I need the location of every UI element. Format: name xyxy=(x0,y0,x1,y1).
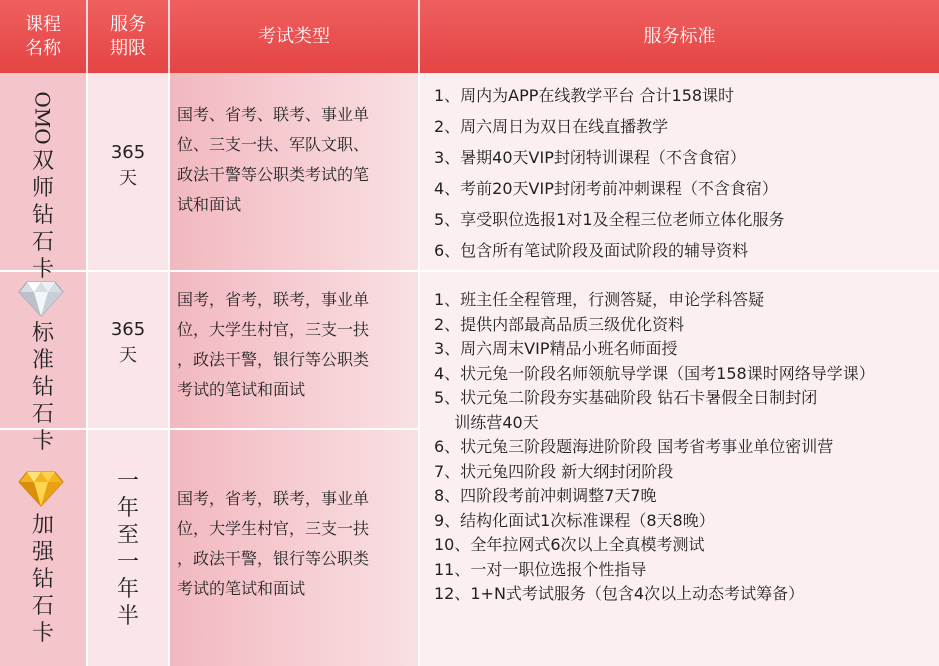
gold-gem-icon xyxy=(18,468,64,508)
service-item: 3、暑期40天VIP封闭特训课程（不含食宿） xyxy=(434,148,746,167)
diamond-icon xyxy=(18,278,64,318)
header-service-period xyxy=(88,0,168,73)
shared-service-list xyxy=(434,288,934,607)
service-item: 4、状元兔一阶段名师领航导学课（国考158课时网络导学课） xyxy=(434,363,875,383)
divider xyxy=(86,73,88,666)
row3-course-name: 加 强 钻 石 卡 xyxy=(31,513,54,646)
service-item: 5、享受职位选报1对1及全程三位老师立体化服务 xyxy=(434,210,785,229)
service-item: 2、周六周日为双日在线直播教学 xyxy=(434,117,669,136)
service-item: 1、周内为APP在线教学平台 合计158课时 xyxy=(434,86,735,105)
header-exam-type: 考试类型 xyxy=(170,0,418,73)
header-course-name-line2: 名称 xyxy=(25,37,61,59)
divider xyxy=(418,73,420,666)
header-service-standard: 服务标准 xyxy=(420,0,939,73)
row3-period: 一 年 至 一 年 半 xyxy=(116,469,139,629)
service-item: 8、四阶段考前冲刺调整7天7晚 xyxy=(434,486,657,505)
service-item: 6、状元兔三阶段题海进阶阶段 国考省考事业单位密训营 xyxy=(434,437,834,456)
divider xyxy=(168,73,170,666)
service-item: 12、1+N式考试服务（包含4次以上动态考试筹备） xyxy=(434,584,805,603)
divider xyxy=(0,270,939,272)
row1-exam-types: 国考、省考、联考、事业单 位、三支一扶、军队文职、 政法干警等公职类考试的笔 试和面试 xyxy=(177,105,370,214)
row3-exam-types: 国考，省考，联考，事业单 位，大学生村官，三支一扶 ，政法干警，银行等公职类 考试的笔试和面试 xyxy=(177,489,370,598)
service-item: 10、全年拉网式6次以上全真模考测试 xyxy=(434,535,705,554)
row1-period: 365 天 xyxy=(110,142,146,189)
row1-name-prefix: OMO xyxy=(31,91,55,145)
service-item: 9、结构化面试1次标准课程（8天8晚） xyxy=(434,510,715,530)
header-course-name xyxy=(0,0,86,73)
service-item: 2、提供内部最高品质三级优化资料 xyxy=(434,314,685,334)
header-service-period-line1: 服务 xyxy=(110,13,146,35)
service-item: 5、状元兔二阶段夯实基础阶段 钻石卡暑假全日制封闭 xyxy=(434,388,818,407)
row2-exam-types: 国考，省考，联考，事业单 位，大学生村官，三支一扶 ，政法干警，银行等公职类 考试的笔试和面试 xyxy=(177,290,370,399)
service-item: 3、周六周末VIP精品小班名师面授 xyxy=(434,339,678,358)
row1-course-name: 双 师 钻 石 卡 xyxy=(31,149,54,282)
service-item: 11、一对一职位选报个性指导 xyxy=(434,559,647,579)
row1-service-list xyxy=(434,80,934,266)
service-item: 1、班主任全程管理，行测答疑，申论学科答疑 xyxy=(434,290,765,309)
row2-period: 365 天 xyxy=(110,319,146,366)
service-item: 4、考前20天VIP封闭考前冲刺课程（不含食宿） xyxy=(434,179,778,198)
service-item: 训练营40天 xyxy=(434,412,539,432)
row2-course-name: 标 准 钻 石 卡 xyxy=(31,321,54,454)
service-item: 6、包含所有笔试阶段及面试阶段的辅导资料 xyxy=(434,241,749,260)
header-course-name-line1: 课程 xyxy=(25,13,61,35)
service-item: 7、状元兔四阶段 新大纲封闭阶段 xyxy=(434,461,674,481)
header-service-period-line2: 期限 xyxy=(110,37,146,59)
